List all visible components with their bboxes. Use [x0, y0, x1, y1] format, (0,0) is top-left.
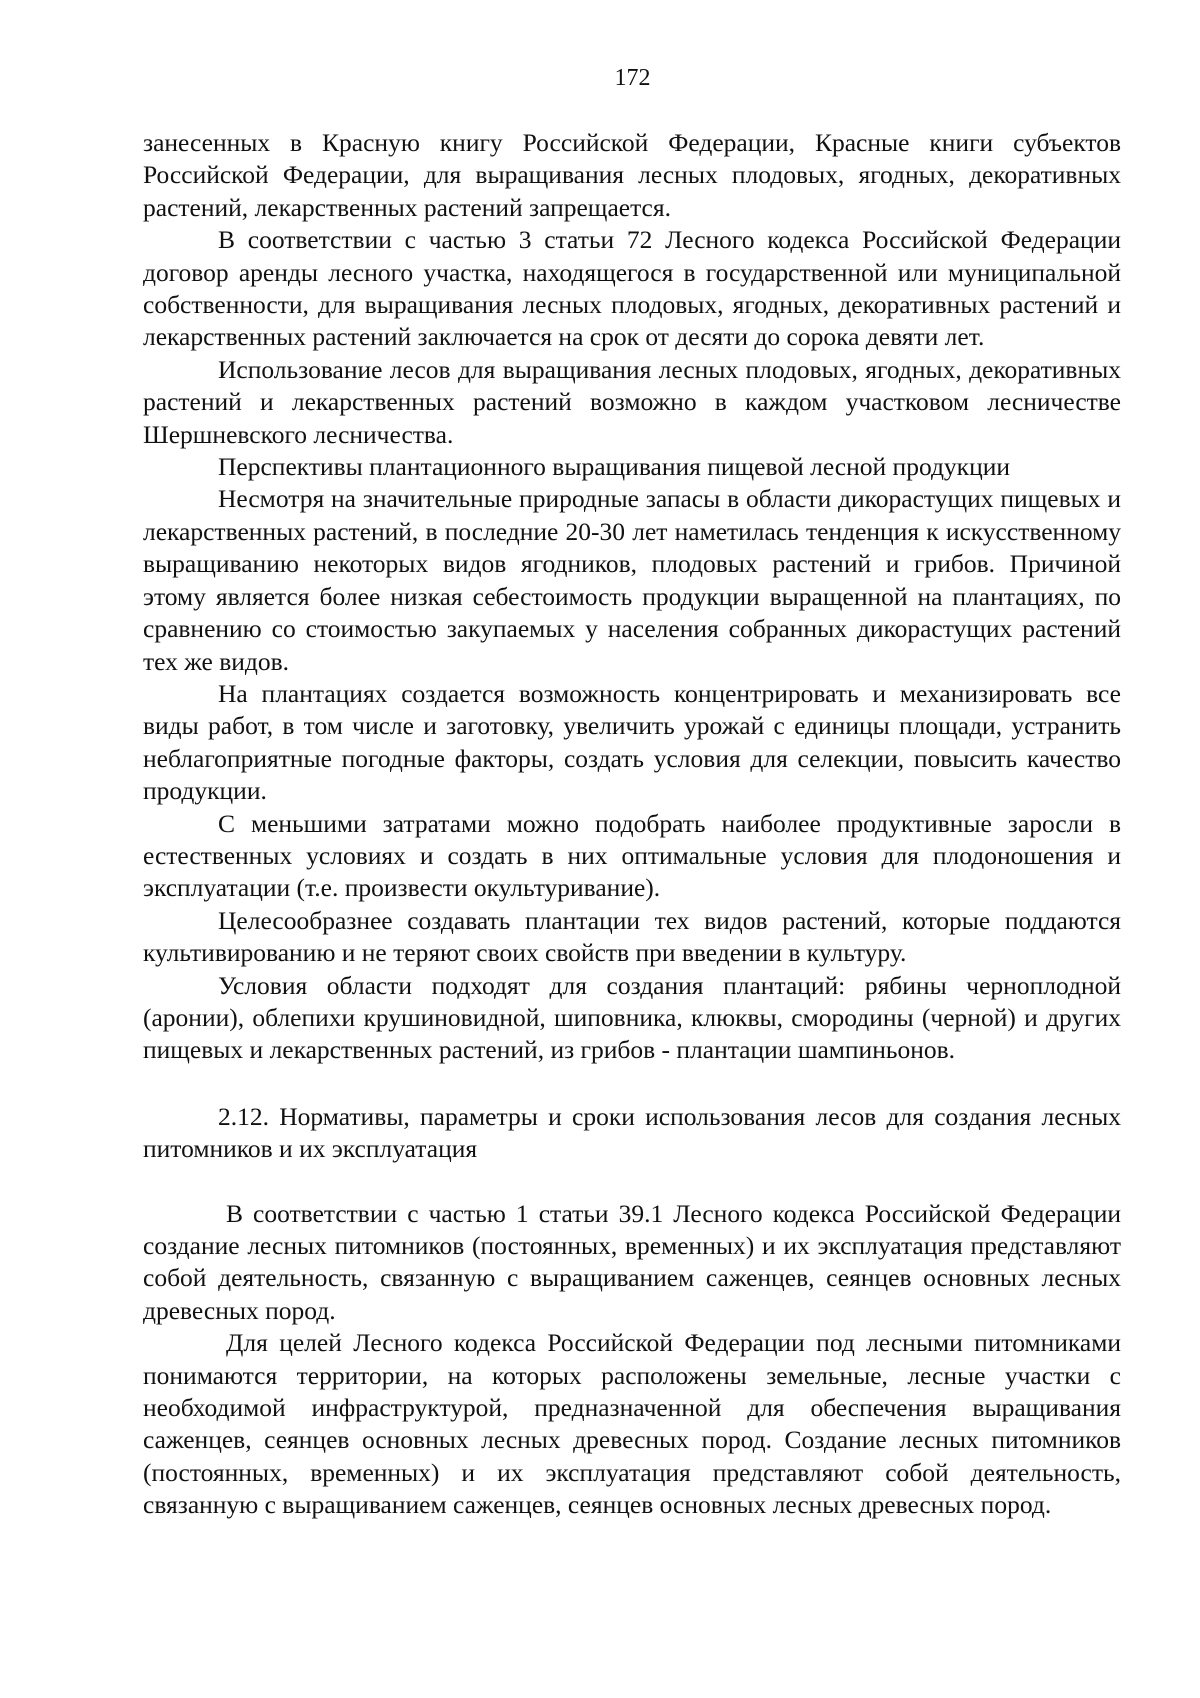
paragraph-nursery-definition: В соответствии с частью 1 статьи 39.1 Лесного кодекса Российской Федерации создание лесных питомников (постоянных, временных) и их эксплуатация представляют собой деятельность, связанную с выращиванием саженцев, сеянцев основных лесных древесных пород.: [143, 1198, 1121, 1325]
paragraph-plantation-benefits: На плантациях создается возможность концентрировать и механизировать все виды работ, в том числе и заготовку, увеличить урожай с единицы площади, устранить неблагоприятные погодные факторы, создать условия для селекции, повысить качество продукции.: [143, 678, 1121, 806]
paragraph-nursery-purpose: Для целей Лесного кодекса Российской Федерации под лесными питомниками понимаются территории, на которых расположены земельные, лесные участки с необходимой инфраструктурой, предназначенной для обеспечения выращивания саженцев, сеянцев основных лесных древесных пород. Создание лесных питомников (постоянных, временных) и их эксплуатация представляют собой деятельность, связанную с выращиванием саженцев, сеянцев основных лесных древесных пород.: [143, 1328, 1121, 1520]
page-number: 172: [614, 65, 651, 91]
paragraph-cultivation: С меньшими затратами можно подобрать наиболее продуктивные заросли в естественных условиях и создать в них оптимальные условия для плодоношения и эксплуатации (т.е. произвести окультуривание).: [143, 808, 1121, 903]
paragraph-suitable-species: Целесообразнее создавать плантации тех видов растений, которые поддаются культивированию и не теряют своих свойств при введении в культуру.: [143, 905, 1121, 968]
paragraph-forest-use: Использование лесов для выращивания лесных плодовых, ягодных, декоративных растений и лекарственных растений возможно в каждом участковом лесничестве Шершневского лесничества.: [143, 354, 1121, 449]
paragraph-plantation-trend: Несмотря на значительные природные запасы в области дикорастущих пищевых и лекарственных растений, в последние 20-30 лет наметилась тенденция к искусственному выращиванию некоторых видов ягодников, плодовых растений и грибов. Причиной этому является более низкая себестоимость продукции выращенной на плантациях, по сравнению со стоимостью закупаемых у населения собранных дикорастущих растений тех же видов.: [143, 484, 1121, 676]
paragraph-continued: занесенных в Красную книгу Российской Федерации, Красные книги субъектов Российской Федерации, для выращивания лесных плодовых, ягодных, декоративных растений, лекарственных растений запрещается.: [143, 128, 1121, 222]
paragraph-lease-term: В соответствии с частью 3 статьи 72 Лесного кодекса Российской Федерации договор аренды лесного участка, находящегося в государственной или муниципальной собственности, для выращивания лесных плодовых, ягодных, декоративных растений и лекарственных растений заключается на срок от десяти до сорока девяти лет.: [143, 225, 1121, 352]
document-body: [143, 127, 1121, 1522]
paragraph-region-conditions: Условия области подходят для создания плантаций: рябины черноплодной (аронии), облепихи крушиновидной, шиповника, клюквы, смородины (черной) и других пищевых и лекарственных растений, из грибов - плантации шампиньонов.: [143, 970, 1121, 1065]
subheading-plantation-prospects: Перспективы плантационного выращивания пищевой лесной продукции: [218, 452, 1011, 482]
section-heading-2-12: 2.12. Нормативы, параметры и сроки использования лесов для создания лесных питомников и их эксплуатация: [143, 1101, 1121, 1164]
